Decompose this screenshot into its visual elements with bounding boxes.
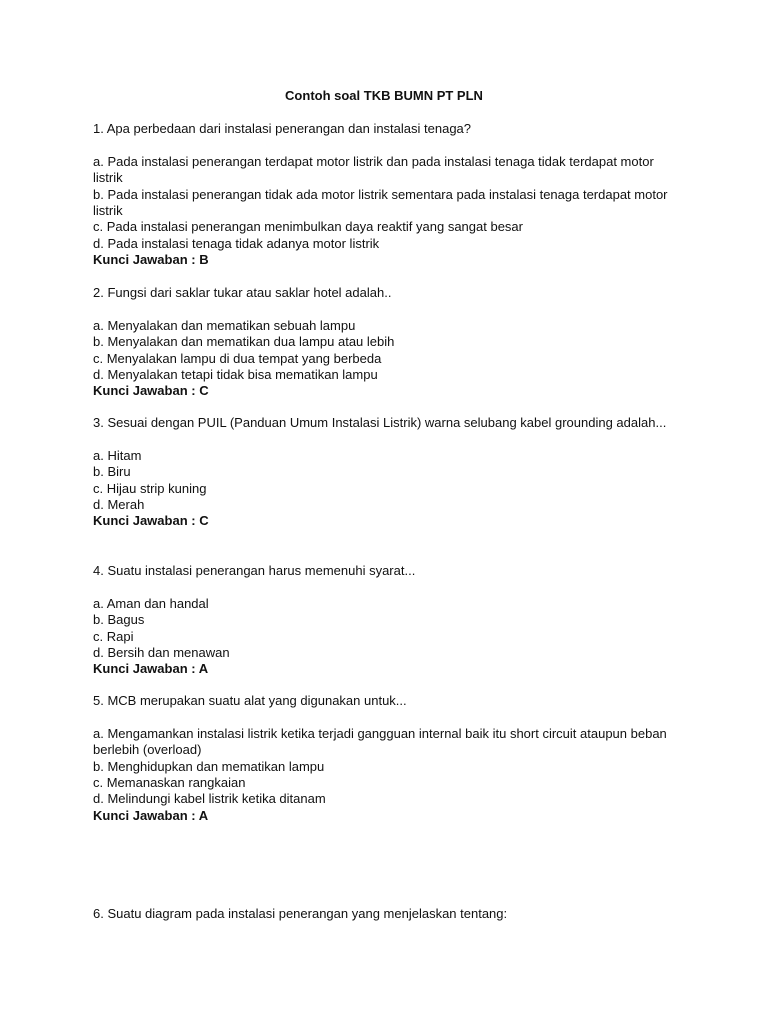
option-c: c. Hijau strip kuning	[93, 480, 207, 496]
option-c: c. Rapi	[93, 628, 134, 644]
answer-key: Kunci Jawaban : A	[93, 807, 209, 823]
option-c: c. Memanaskan rangkaian	[93, 775, 246, 791]
option-a: a. Mengamankan instalasi listrik ketika terjadi gangguan internal baik itu short circuit ataupun beban berlebih (overload)	[93, 725, 667, 758]
answer-key: Kunci Jawaban : C	[93, 383, 209, 399]
question-text: 2. Fungsi dari saklar tukar atau saklar hotel adalah..	[93, 285, 392, 300]
question-text: 3. Sesuai dengan PUIL (Panduan Umum Instalasi Listrik) warna selubang kabel grounding adalah...	[93, 415, 667, 430]
option-b: b. Pada instalasi penerangan tidak ada motor listrik sementara pada instalasi tenaga terdapat motor listrik	[93, 186, 668, 219]
question-6	[93, 906, 678, 939]
question-4	[93, 563, 678, 678]
option-c: c. Menyalakan lampu di dua tempat yang berbeda	[93, 350, 382, 366]
option-b: b. Biru	[93, 464, 131, 480]
question-text: 5. MCB merupakan suatu alat yang digunakan untuk...	[93, 693, 407, 708]
document-title: Contoh soal TKB BUMN PT PLN	[285, 88, 483, 103]
question-text: 6. Suatu diagram pada instalasi penerangan yang menjelaskan tentang:	[93, 906, 508, 921]
question-text: 4. Suatu instalasi penerangan harus memenuhi syarat...	[93, 563, 416, 578]
option-d: d. Menyalakan tetapi tidak bisa mematikan lampu	[93, 367, 378, 383]
option-d: d. Pada instalasi tenaga tidak adanya motor listrik	[93, 235, 380, 251]
question-2	[93, 285, 678, 400]
option-b: b. Menghidupkan dan mematikan lampu	[93, 758, 325, 774]
option-c: c. Pada instalasi penerangan menimbulkan daya reaktif yang sangat besar	[93, 219, 523, 235]
option-b: b. Menyalakan dan mematikan dua lampu atau lebih	[93, 334, 395, 350]
question-text: 1. Apa perbedaan dari instalasi penerangan dan instalasi tenaga?	[93, 121, 472, 136]
question-1	[93, 121, 678, 269]
option-a: a. Aman dan handal	[93, 595, 209, 611]
option-d: d. Melindungi kabel listrik ketika ditanam	[93, 791, 326, 807]
option-a: a. Hitam	[93, 447, 142, 463]
question-5	[93, 693, 678, 824]
option-b: b. Bagus	[93, 612, 145, 628]
answer-key: Kunci Jawaban : C	[93, 513, 209, 529]
question-3	[93, 415, 678, 530]
answer-key: Kunci Jawaban : B	[93, 252, 209, 268]
option-a: a. Menyalakan dan mematikan sebuah lampu	[93, 317, 356, 333]
option-d: d. Bersih dan menawan	[93, 645, 230, 661]
answer-key: Kunci Jawaban : A	[93, 661, 209, 677]
option-d: d. Merah	[93, 497, 145, 513]
option-a: a. Pada instalasi penerangan terdapat motor listrik dan pada instalasi tenaga tidak terdapat motor listrik	[93, 153, 654, 186]
